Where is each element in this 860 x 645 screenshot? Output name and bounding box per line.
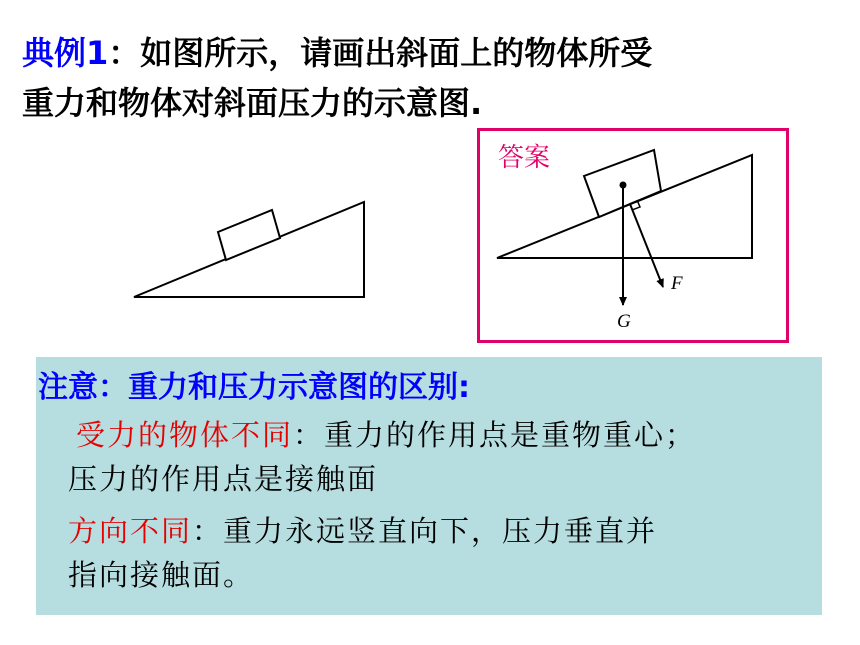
point2-text: ：重力永远竖直向下，压力垂直并 [192,514,658,548]
pressure-arrow [630,204,663,287]
note-point1-line1 [76,413,696,457]
example-title [22,28,842,128]
answer-box [477,128,789,343]
point1-text: ：重力的作用点是重物重心； [293,418,697,452]
note-box [36,357,822,615]
gravity-label: G [617,311,631,332]
example-label: 典例1 [22,34,109,72]
answer-label: 答案 [498,143,551,173]
pressure-label: F [671,273,683,294]
note-point2-line1 [68,509,657,553]
note-point2-line2: 指向接触面。 [68,558,255,592]
incline-figure [130,195,370,305]
point2-highlight: 方向不同 [68,514,193,548]
title-line1: 如图所示，请画出斜面上的物体所受 [140,34,653,72]
note-title: 注意：重力和压力示意图的区别: [38,370,470,405]
note-point1-line2: 压力的作用点是接触面 [68,462,379,496]
point1-highlight: 受力的物体不同 [76,418,294,452]
block [218,210,280,260]
title-line2: 重力和物体对斜面压力的示意图. [22,84,483,122]
title-colon: ： [108,34,141,72]
answer-figure [480,131,786,340]
